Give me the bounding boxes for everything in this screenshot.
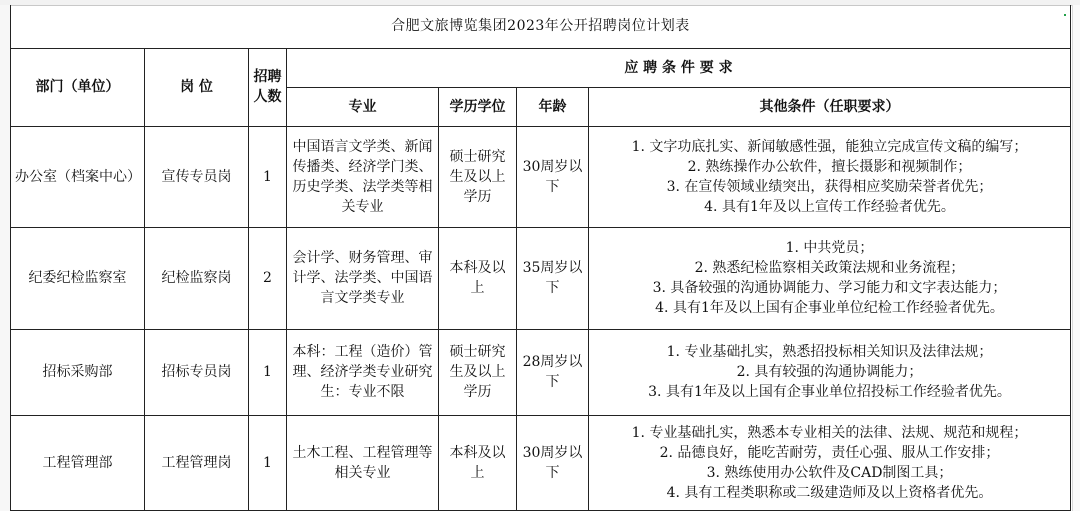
cell-dept[interactable]: 工程管理部 (11, 415, 145, 510)
header-dept[interactable]: 部门（单位） (11, 48, 145, 126)
cell-major[interactable]: 会计学、财务管理、审计学、法学类、中国语言文学类专业 (287, 227, 439, 329)
other-line: 1. 专业基础扎实，熟悉招投标相关知识及法律法规； (666, 344, 993, 360)
cell-dept[interactable]: 纪委纪检监察室 (11, 227, 145, 329)
other-line: 1. 中共党员； (785, 240, 874, 256)
cell-post[interactable]: 工程管理岗 (145, 415, 249, 510)
other-line: 3. 具有1年及以上国有企事业单位招投标工作经验者优先。 (648, 384, 1011, 400)
other-line: 2. 熟练操作办公软件，擅长摄影和视频制作； (687, 158, 972, 175)
cell-other[interactable] (589, 415, 1071, 510)
cell-major[interactable]: 本科：工程（造价）管理、经济学类专业研究生：专业不限 (287, 329, 439, 415)
other-line: 2. 品德良好，能吃苦耐劳，责任心强、服从工作安排； (659, 444, 1000, 461)
selection-handle[interactable] (1064, 14, 1066, 16)
other-line: 2. 具有较强的沟通协调能力； (736, 364, 923, 380)
cell-degree[interactable]: 硕士研究生及以上学历 (439, 126, 517, 227)
other-line: 3. 具备较强的沟通协调能力、学习能力和文字表达能力； (652, 280, 1007, 296)
cell-count[interactable]: 1 (249, 126, 287, 227)
cell-age[interactable]: 30周岁以下 (517, 126, 589, 227)
cell-degree[interactable]: 本科及以上 (439, 415, 517, 510)
other-line: 4. 具有工程类职称或二级建造师及以上资格者优先。 (666, 484, 993, 501)
cell-major[interactable]: 土木工程、工程管理等相关专业 (287, 415, 439, 510)
header-count[interactable]: 招聘人数 (249, 48, 287, 126)
table-row (11, 329, 1071, 415)
other-line: 1. 文字功底扎实、新闻敏感性强，能独立完成宣传文稿的编写； (631, 138, 1028, 155)
cell-other[interactable] (589, 329, 1071, 415)
cell-count[interactable]: 2 (249, 227, 287, 329)
cell-post[interactable]: 宣传专员岗 (145, 126, 249, 227)
header-degree[interactable]: 学历学位 (439, 87, 517, 126)
cell-post[interactable]: 招标专员岗 (145, 329, 249, 415)
scrollbar[interactable] (1072, 5, 1080, 511)
other-line: 3. 熟练使用办公软件及CAD制图工具； (706, 464, 953, 481)
other-line: 1. 专业基础扎实，熟悉本专业相关的法律、法规、规范和规程； (631, 424, 1028, 441)
recruitment-table (10, 5, 1071, 511)
cell-age[interactable]: 35周岁以下 (517, 227, 589, 329)
other-line: 2. 熟悉纪检监察相关政策法规和业务流程； (694, 260, 965, 276)
header-age[interactable]: 年龄 (517, 87, 589, 126)
table-row (11, 227, 1071, 329)
header-requirements[interactable]: 应 聘 条 件 要 求 (287, 48, 1071, 87)
table-title[interactable]: 合肥文旅博览集团2023年公开招聘岗位计划表 (11, 5, 1071, 48)
cell-degree[interactable]: 本科及以上 (439, 227, 517, 329)
cell-major[interactable]: 中国语言文学类、新闻传播类、经济学门类、历史学类、法学类等相关专业 (287, 126, 439, 227)
header-post[interactable]: 岗 位 (145, 48, 249, 126)
cell-age[interactable]: 30周岁以下 (517, 415, 589, 510)
table-row (11, 415, 1071, 510)
cell-dept[interactable]: 办公室（档案中心） (11, 126, 145, 227)
cell-count[interactable]: 1 (249, 415, 287, 510)
cell-other[interactable] (589, 126, 1071, 227)
cell-degree[interactable]: 硕士研究生及以上学历 (439, 329, 517, 415)
header-other[interactable]: 其他条件（任职要求） (589, 87, 1071, 126)
table-row (11, 126, 1071, 227)
other-line: 4. 具有1年及以上国有企事业单位纪检工作经验者优先。 (655, 300, 1004, 316)
spreadsheet-frame (0, 5, 1080, 511)
other-line: 4. 具有1年及以上宣传工作经验者优先。 (704, 198, 955, 215)
cell-dept[interactable]: 招标采购部 (11, 329, 145, 415)
other-line: 3. 在宣传领域业绩突出，获得相应奖励荣誉者优先； (666, 178, 993, 195)
cell-post[interactable]: 纪检监察岗 (145, 227, 249, 329)
cell-other[interactable] (589, 227, 1071, 329)
cell-age[interactable]: 28周岁以下 (517, 329, 589, 415)
header-major[interactable]: 专业 (287, 87, 439, 126)
cell-count[interactable]: 1 (249, 329, 287, 415)
